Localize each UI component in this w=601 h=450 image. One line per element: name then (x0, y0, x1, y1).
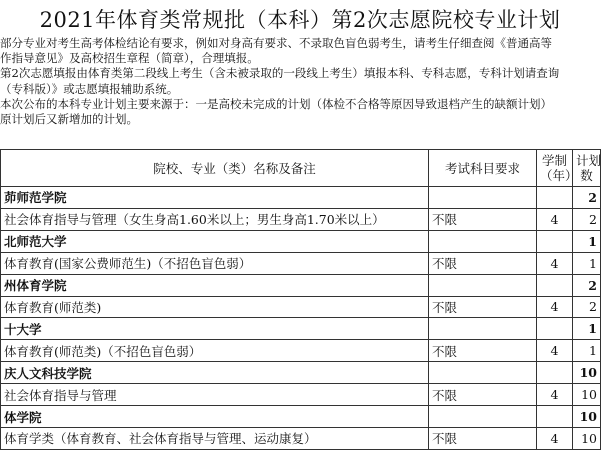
plan-count: 10 (573, 406, 601, 428)
plan-count: 1 (573, 340, 601, 362)
header-name: 院校、专业（类）名称及备注 (1, 150, 429, 187)
subject-requirement (429, 406, 537, 428)
study-years (537, 187, 573, 209)
study-years: 4 (537, 208, 573, 230)
major-name: 社会体育指导与管理 (1, 384, 429, 406)
school-row (1, 187, 601, 209)
school-name: 州体育学院 (1, 274, 429, 296)
note-line: 原计划后又新增加的计划。 (0, 112, 138, 127)
study-years: 4 (537, 384, 573, 406)
major-row (1, 208, 601, 230)
school-row (1, 406, 601, 428)
plan-count: 10 (573, 427, 601, 449)
plan-count: 1 (573, 318, 601, 340)
study-years: 4 (537, 340, 573, 362)
plan-count: 10 (573, 362, 601, 384)
study-years (537, 274, 573, 296)
plan-count: 2 (573, 208, 601, 230)
note-line: 本次公布的本科专业计划主要来源于：一是高校未完成的计划（体检不合格等原因导致退档产生的缺额计划） (0, 96, 552, 111)
subject-requirement (429, 318, 537, 340)
major-name: 社会体育指导与管理（女生身高1.60米以上；男生身高1.70米以上） (1, 208, 429, 230)
plan-count: 1 (573, 252, 601, 274)
major-name: 体育学类（体育教育、社会体育指导与管理、运动康复） (1, 427, 429, 449)
study-years: 4 (537, 296, 573, 318)
major-row (1, 427, 601, 449)
school-name: 茆师范学院 (1, 187, 429, 209)
header-years-line1: 学制 (541, 153, 567, 168)
subject-requirement: 不限 (429, 296, 537, 318)
plan-count: 2 (573, 296, 601, 318)
school-row (1, 362, 601, 384)
school-row (1, 230, 601, 252)
subject-requirement: 不限 (429, 384, 537, 406)
plan-table (0, 149, 601, 450)
plan-count: 1 (573, 230, 601, 252)
note-line: 部分专业对考生高考体检结论有要求，例如对身高有要求、不录取色盲色弱考生，请考生仔细查阅《普通高等 (0, 36, 552, 50)
table-header (1, 150, 601, 187)
subject-requirement (429, 274, 537, 296)
major-name: 体育教育(师范类) (1, 296, 429, 318)
page-title: 2021年体育类常规批（本科）第2次志愿院校专业计划 (39, 8, 561, 32)
plan-count: 10 (573, 384, 601, 406)
school-row (1, 274, 601, 296)
subject-requirement: 不限 (429, 340, 537, 362)
school-name: 十大学 (1, 318, 429, 340)
study-years: 4 (537, 252, 573, 274)
school-row (1, 318, 601, 340)
school-name: 北师范大学 (1, 230, 429, 252)
notes-block (0, 36, 600, 127)
study-years: 4 (537, 427, 573, 449)
major-row (1, 340, 601, 362)
plan-count: 2 (573, 274, 601, 296)
subject-requirement: 不限 (429, 252, 537, 274)
school-name: 体学院 (1, 406, 429, 428)
subject-requirement: 不限 (429, 427, 537, 449)
school-name: 庆人文科技学院 (1, 362, 429, 384)
table-body (1, 187, 601, 450)
header-years-line2: （年） (540, 168, 578, 183)
study-years (537, 230, 573, 252)
note-line: 作指导意见》及高校招生章程（简章），合理填报。 (0, 51, 259, 66)
subject-requirement (429, 362, 537, 384)
major-name: 体育教育(师范类)（不招色盲色弱） (1, 340, 429, 362)
subject-requirement: 不限 (429, 208, 537, 230)
subject-requirement (429, 187, 537, 209)
major-row (1, 384, 601, 406)
header-plan-line2: 数 (580, 168, 593, 183)
major-row (1, 296, 601, 318)
subject-requirement (429, 230, 537, 252)
major-row (1, 252, 601, 274)
header-years (537, 150, 578, 187)
study-years (537, 362, 573, 384)
study-years (537, 406, 573, 428)
note-line: 第2次志愿填报由体育类第二段线上考生（含未被录取的一段线上考生）填报本科、专科志愿，专科计划请查询 (0, 66, 560, 81)
note-line: （专科版）》或志愿填报辅助系统。 (0, 81, 179, 96)
plan-count: 2 (573, 187, 601, 209)
major-name: 体育教育(国家公费师范生)（不招色盲色弱） (1, 252, 429, 274)
header-plan-line1: 计划 (576, 153, 601, 168)
study-years (537, 318, 573, 340)
header-subject: 考试科目要求 (429, 150, 537, 187)
